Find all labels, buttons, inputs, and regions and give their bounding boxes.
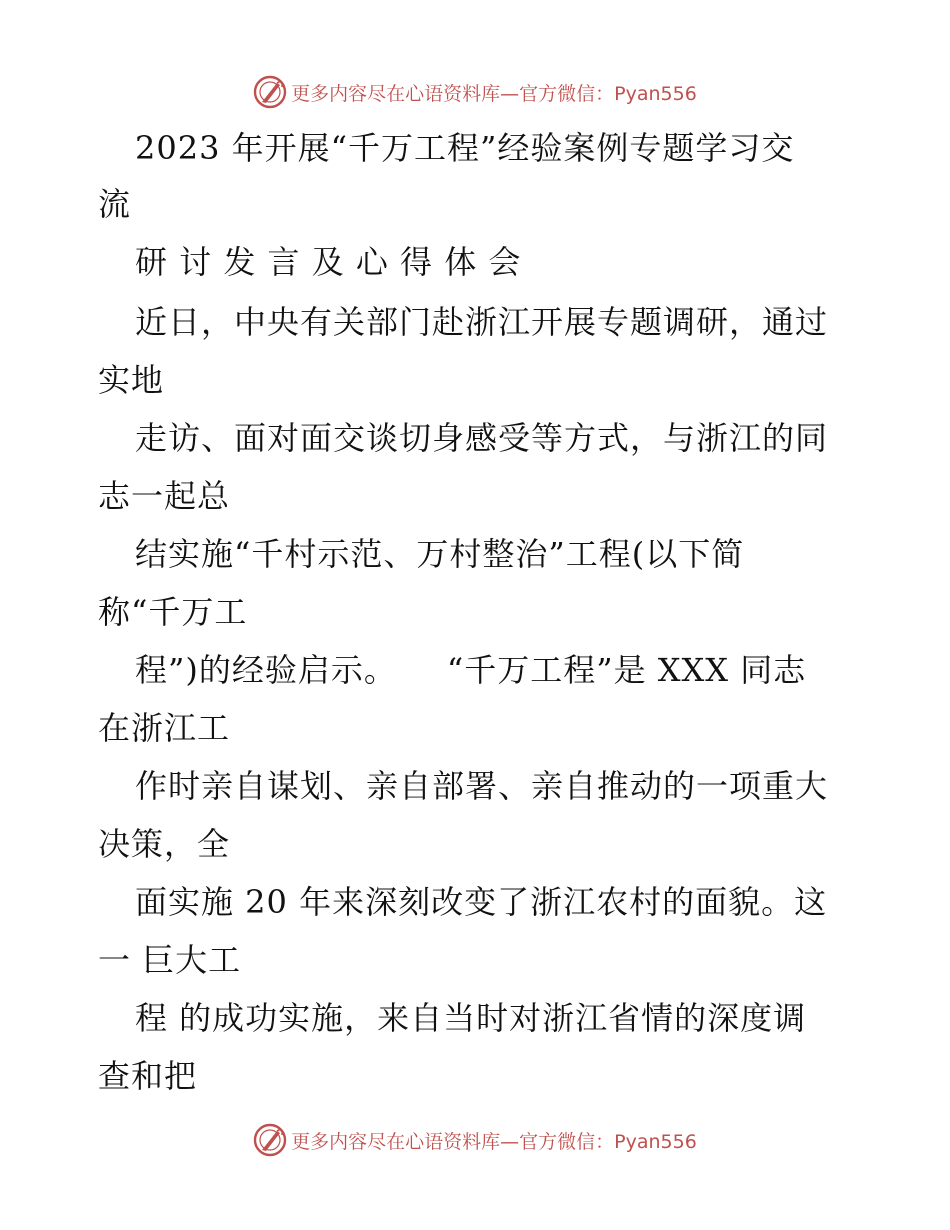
paragraph-line: 志一起总 [98, 477, 231, 515]
paragraph-line: 结实施“千村示范、万村整治”工程(以下简 [135, 535, 745, 573]
paragraph-line: 称“千万工 [98, 593, 248, 631]
paragraph-line: 程 的成功实施，来自当时对浙江省情的深度调 [135, 999, 807, 1037]
paragraph-line: 决策，全 [98, 825, 231, 863]
header-banner [0, 70, 950, 114]
paragraph-line: 面实施 20 年来深刻改变了浙江农村的面貌。这 [135, 883, 828, 921]
quill-seal-icon [253, 75, 287, 109]
paragraph-line: 近日，中央有关部门赴浙江开展专题调研，通过 [135, 303, 829, 341]
banner-separator: — [500, 1130, 520, 1153]
banner-main-text: 更多内容尽在心语资料库 [291, 1130, 501, 1153]
title-line-2: 流 [98, 185, 132, 223]
paragraph-line: 实地 [98, 361, 165, 399]
subtitle-line: 研 讨 发 言 及 心 得 体 会 [135, 243, 522, 281]
paragraph-line: 程”)的经验启示。 “千万工程”是 XXX 同志 [135, 651, 807, 689]
paragraph-line: 在浙江工 [98, 709, 231, 747]
footer-banner [0, 1118, 950, 1162]
paragraph-line: 查和把 [98, 1057, 198, 1095]
quill-seal-icon [253, 1123, 287, 1157]
paragraph-line: 走访、面对面交谈切身感受等方式，与浙江的同 [135, 419, 829, 457]
title-line-1: 2023 年开展“千万工程”经验案例专题学习交 [135, 129, 795, 167]
banner-main-text: 更多内容尽在心语资料库 [291, 82, 501, 105]
banner-wechat-text: 官方微信：Pyan556 [519, 82, 697, 105]
paragraph-line: 作时亲自谋划、亲自部署、亲自推动的一项重大 [135, 767, 829, 805]
banner-wechat-text: 官方微信：Pyan556 [519, 1130, 697, 1153]
banner-separator: — [500, 82, 520, 105]
paragraph-line: 一 巨大工 [98, 941, 242, 979]
